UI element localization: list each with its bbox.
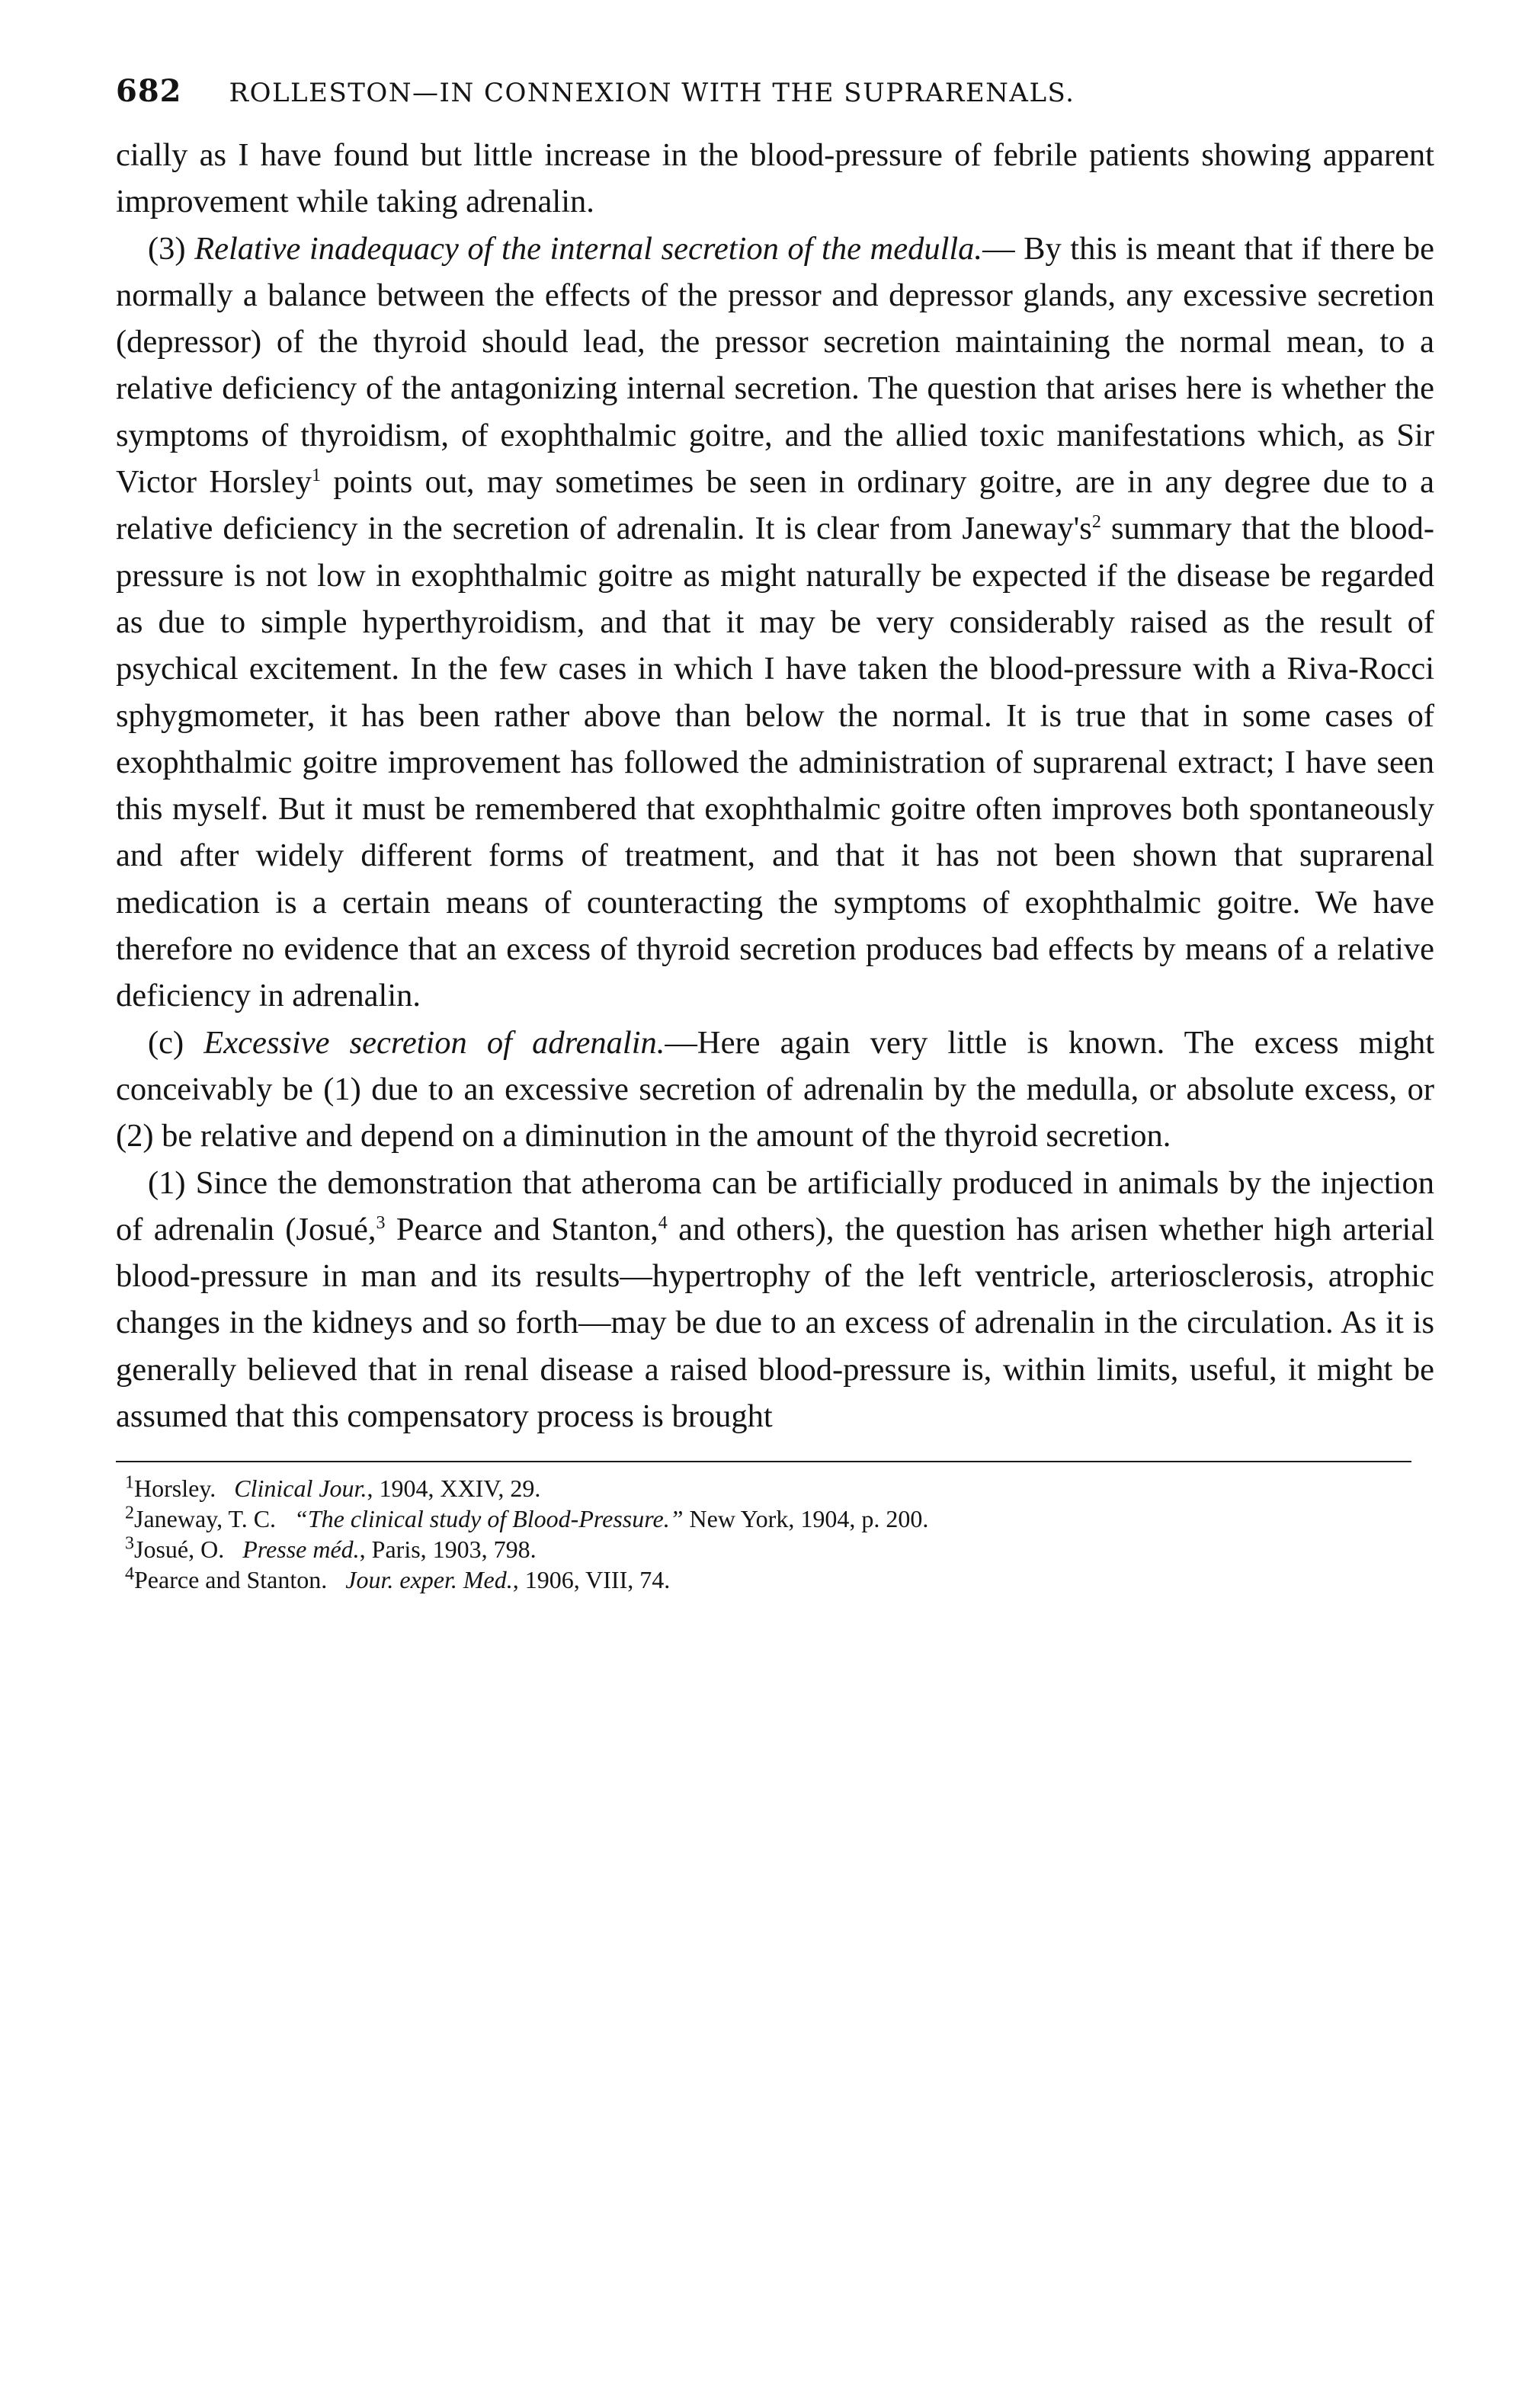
page [116,73,1434,1595]
footnote: $^4$Pearce and Stanton. Jour. exper. Med., 1906, VIII, 74. [125,1564,671,1594]
footnote-ref: 4 [658,1212,668,1233]
running-title: ROLLESTON—IN CONNEXION WITH THE SUPRARENALS. [229,78,1075,108]
paragraph-4: (1) Since the demonstration that atheroma can be artificially produced in animals by the injection of adrenalin (Josué,$^3$ Pearce and Stanton,$^4$ and others), the question has arisen whether high arterial blood-pressure in man and its results—hypertrophy of the left ventricle, arteriosclerosis, atrophic changes in the kidneys and so forth—may be due to an excess of adrenalin in the circulation. As it is generally believed that in renal disease a raised blood-pressure is, within limits, useful, it might be assumed that this compensatory process is brought [116,1164,1434,1435]
body-text [116,132,1434,1439]
footnote-ref: 1 [311,465,321,485]
footnotes [116,1473,1434,1595]
page-number: 682 [116,73,182,109]
footnote: $^2$Janeway, T. C. “The clinical study of Blood-Pressure.” New York, 1904, p. 200. [125,1503,929,1533]
footnote-ref: 2 [1091,512,1101,533]
section-label: (c) [148,1024,184,1061]
footnote: $^1$Horsley. Clinical Jour., 1904, XXIV, 29. [125,1472,541,1503]
footnote: $^3$Josué, O. Presse méd., Paris, 1903, 798. [125,1533,537,1564]
paragraph-2: (3) Relative inadequacy of the internal secretion of the medulla.— By this is meant that if there be normally a balance between the effects of the pressor and depressor glands, any excessive secretion (depressor) of the thyroid should lead, the pressor secretion maintaining the normal mean, to a relative deficiency of the antagonizing internal secretion. The question that arises here is whether the symptoms of thyroidism, of exophthalmic goitre, and the allied toxic manifestations which, as Sir Victor Horsley$^1$ points out, may sometimes be seen in ordinary goitre, are in any degree due to a relative deficiency in the secretion of adrenalin. It is clear from $Janeway's^2$ summary that the blood-pressure is not low in exophthalmic goitre as might naturally be expected if the disease be regarded as due to simple hyperthyroidism, and that it may be very considerably raised as the result of psychical excitement. In the few cases in which I have taken the blood-pressure with a Riva-Rocci sphygmometer, it has been rather above than below the normal. It is true that in some cases of exophthalmic goitre improvement has followed the administration of suprarenal extract; I have seen this myself. But it must be remembered that exophthalmic goitre often improves both spontaneously and after widely different forms of treatment, and that it has not been shown that suprarenal medication is a certain means of counteracting the symptoms of exophthalmic goitre. We have therefore no evidence that an excess of thyroid secretion produces bad effects by means of a relative deficiency in adrenalin. [116,230,1435,1014]
section-heading: Excessive secretion of adrenalin. [203,1024,665,1061]
section-heading: Relative inadequacy of the internal secretion of the medulla. [194,230,983,267]
running-header [116,73,1434,109]
paragraph-1: cially as I have found but little increase in the blood-pressure of febrile patients showing apparent improvement while taking adrenalin. [116,137,1434,220]
footnote-divider [116,1461,1411,1462]
section-label: (3) [148,230,186,267]
paragraph-3: (c) Excessive secretion of adrenalin.—Here again very little is known. The excess might conceivably be (1) due to an excessive secretion of adrenalin by the medulla, or absolute excess, or (2) be relative and depend on a diminution in the amount of the thyroid secretion. [116,1024,1435,1154]
footnote-ref: 3 [376,1212,386,1233]
